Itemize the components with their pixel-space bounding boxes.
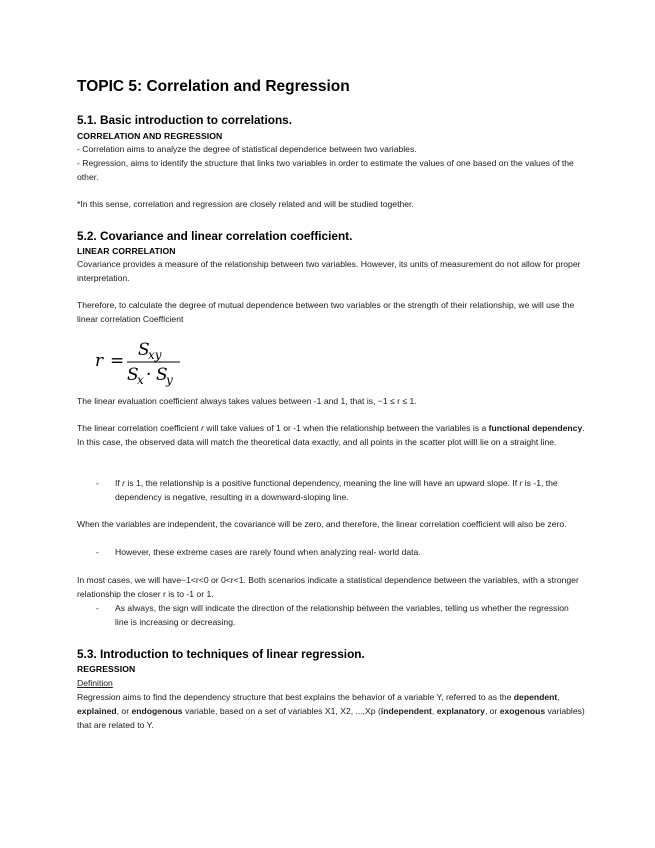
formula-denominator-sub-x: x xyxy=(137,373,144,387)
coefficient-intro-paragraph: Therefore, to calculate the degree of mutual dependence between two variables or the strength of their relationship, we will use the linear correlation Coefficient xyxy=(77,300,575,324)
regression-definition-paragraph: Regression aims to find the dependency structure that best explains the behavior of a variable Y, referred to as the dependent, explained, or endogenous variable, based on a set of variables X1, X2, ...,Xp (independent, explanatory, or exogenous variables) that are related to Y. xyxy=(77,692,585,730)
section-5-3-subheading: REGRESSION xyxy=(77,664,136,674)
covariance-paragraph: Covariance provides a measure of the relationship between two variables. However, its units of measurement do not allow for proper interpretation. xyxy=(77,259,581,283)
bullet-dash: - xyxy=(96,478,99,488)
sign-bullet: If r is 1, the relationship is a positive functional dependency, meaning the line will have an upward slope. If r is -1, the dependency is negative, resulting in a downward-sloping line. xyxy=(115,478,558,502)
correlation-line: - Correlation aims to analyze the degree of statistical dependence between two variables. xyxy=(77,144,417,154)
section-5-1-subheading: CORRELATION AND REGRESSION xyxy=(77,131,223,141)
relation-note: *In this sense, correlation and regression are closely related and will be studied together. xyxy=(77,199,414,209)
formula-r: r xyxy=(95,351,104,371)
page-title: TOPIC 5: Correlation and Regression xyxy=(77,78,350,95)
section-5-1-heading: 5.1. Basic introduction to correlations. xyxy=(77,113,293,127)
bullet-dash: - xyxy=(96,547,99,557)
formula-denominator-sx: S xyxy=(127,365,139,385)
formula-numerator-s: S xyxy=(138,340,150,360)
definition-label: Definition xyxy=(77,678,113,688)
regression-line: - Regression, aims to identify the structure that links two variables in order to estimate the values of one based on the values of the other. xyxy=(77,158,574,182)
correlation-formula xyxy=(95,336,205,388)
formula-numerator-sub: xy xyxy=(148,348,162,362)
extreme-cases-bullet: However, these extreme cases are rarely found when analyzing real- world data. xyxy=(115,547,421,557)
bullet-dash: - xyxy=(96,603,99,613)
independence-paragraph: When the variables are independent, the covariance will be zero, and therefore, the linear correlation coefficient will also be zero. xyxy=(77,519,567,529)
section-5-2-heading: 5.2. Covariance and linear correlation coefficient. xyxy=(77,229,353,243)
dependence-paragraph: In most cases, we will have−1<r<0 or 0<r<1. Both scenarios indicate a statistical dependence between the variables, with a stronger relationship the closer r is to -1 or 1. xyxy=(77,575,579,599)
formula-dot: · xyxy=(146,365,152,385)
functional-dependency-paragraph: The linear correlation coefficient r will take values of 1 or -1 when the relationship between the variables is a functional dependency. In this case, the observed data will match the theoretical data exactly, and all points in the scatter plot willl lie on a straight line. xyxy=(77,423,585,447)
section-5-2-subheading: LINEAR CORRELATION xyxy=(77,246,176,256)
range-paragraph: The linear evaluation coefficient always takes values between -1 and 1, that is, −1 ≤ r ≤ 1. xyxy=(77,396,417,406)
section-5-3-heading: 5.3. Introduction to techniques of linear regression. xyxy=(77,647,365,661)
formula-denominator-sub-y: y xyxy=(166,373,173,387)
formula-equals: = xyxy=(110,351,125,371)
direction-bullet: As always, the sign will indicate the direction of the relationship between the variables, telling us whether the regression line is increasing or decreasing. xyxy=(115,603,569,627)
formula-denominator-sy: S xyxy=(156,365,168,385)
